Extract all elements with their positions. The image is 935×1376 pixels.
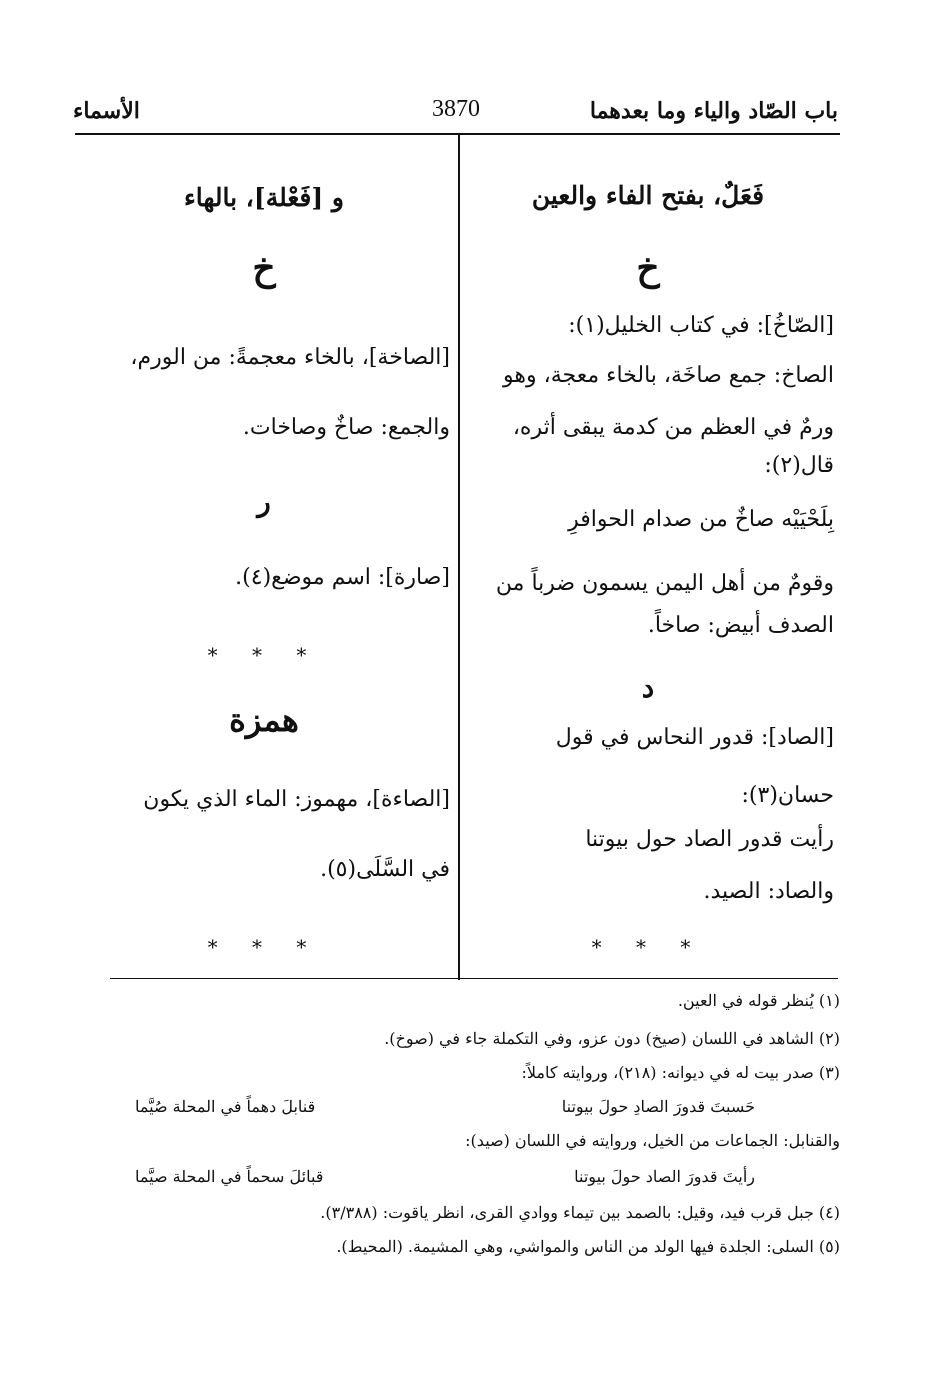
entry-line: الصاخ: جمع صاخَة، بالخاء معجة، وهو [503,363,834,388]
entry-line: في السَّلَى(٥). [320,857,450,882]
section-separator-stars: * * * [207,643,321,667]
entry-line: [الصاد]: قدور النحاس في قول [555,725,834,750]
footnote-verse-hemistich: قنابلَ دهماً في المحلة صُيَّما [135,1097,316,1116]
section-letter-dal: د [641,671,655,704]
running-header-section: الأسماء [73,98,140,124]
footnote-2: (٢) الشاهد في اللسان (صيخ) دون عزو، وفي التكملة جاء في (صوخ). [384,1029,840,1048]
section-letter-kha: خ [252,247,276,289]
entry-line: [الصاخة]، بالخاء معجمةً: من الورم، [130,345,450,370]
entry-line: والجمع: صاخٌ وصاخات. [242,415,450,440]
entry-line: [الصاءة]، مهموز: الماء الذي يكون [143,787,450,812]
running-header-title: باب الصّاد والياء وما بعدهما [589,98,838,124]
entry-line: حسان(٣): [741,783,834,808]
left-column [78,135,450,975]
footnote-3: (٣) صدر بيت له في ديوانه: (٢١٨)، وروايته كاملاً: [521,1063,840,1082]
page-number: 3870 [432,96,480,122]
entry-line: [صارة]: اسم موضع(٤). [235,565,450,590]
entry-line: قال(٢): [764,453,834,478]
right-column [462,135,834,975]
footnote-5: (٥) السلى: الجلدة فيها الولد من الناس والمواشي، وهي المشيمة. (المحيط). [336,1237,840,1256]
entry-line: والصاد: الصيد. [703,879,834,904]
right-column-heading: فَعَلٌ، بفتح الفاء والعين [531,181,765,210]
section-separator-stars: * * * [591,935,705,959]
section-separator-stars: * * * [207,935,321,959]
footnote-verse-hemistich: قبائلَ سحماً في المحلة صيَّما [135,1167,324,1186]
footnote-verse-hemistich: حَسبتَ قدورَ الصادِ حولَ بيوتنا [561,1097,755,1116]
entry-line: وقومٌ من أهل اليمن يسمون ضرباً من [495,571,834,596]
poetry-line: بِلَحْيَيْه صاخٌ من صدام الحوافرِ [568,507,834,532]
footnote-3-continued: والقنابل: الجماعات من الخيل، وروايته في اللسان (صيد): [465,1131,840,1150]
footnote-rule [110,978,838,979]
hamza-heading: همزة [229,701,299,739]
section-letter-kha: خ [636,247,660,289]
column-divider [458,135,460,980]
footnote-4: (٤) جبل قرب فيد، وقيل: بالصمد بين تيماء ووادي القرى، انظر ياقوت: (٣/٣٨٨). [320,1203,840,1222]
section-letter-ra: ر [257,485,271,518]
entry-line: الصدف أبيض: صاخاً. [647,613,834,638]
entry-line: [الصّاخُ]: في كتاب الخليل(١): [568,313,834,338]
footnote-1: (١) يُنظر قوله في العين. [677,991,840,1010]
entry-line: ورمٌ في العظم من كدمة يبقى أثره، [512,415,834,440]
footnote-verse-hemistich: رأيتَ قدورَ الصاد حولَ بيوتنا [574,1167,755,1186]
poetry-line: رأيت قدور الصاد حول بيوتنا [585,827,834,852]
left-column-heading: و [فَعْلة]، بالهاء [184,183,344,212]
